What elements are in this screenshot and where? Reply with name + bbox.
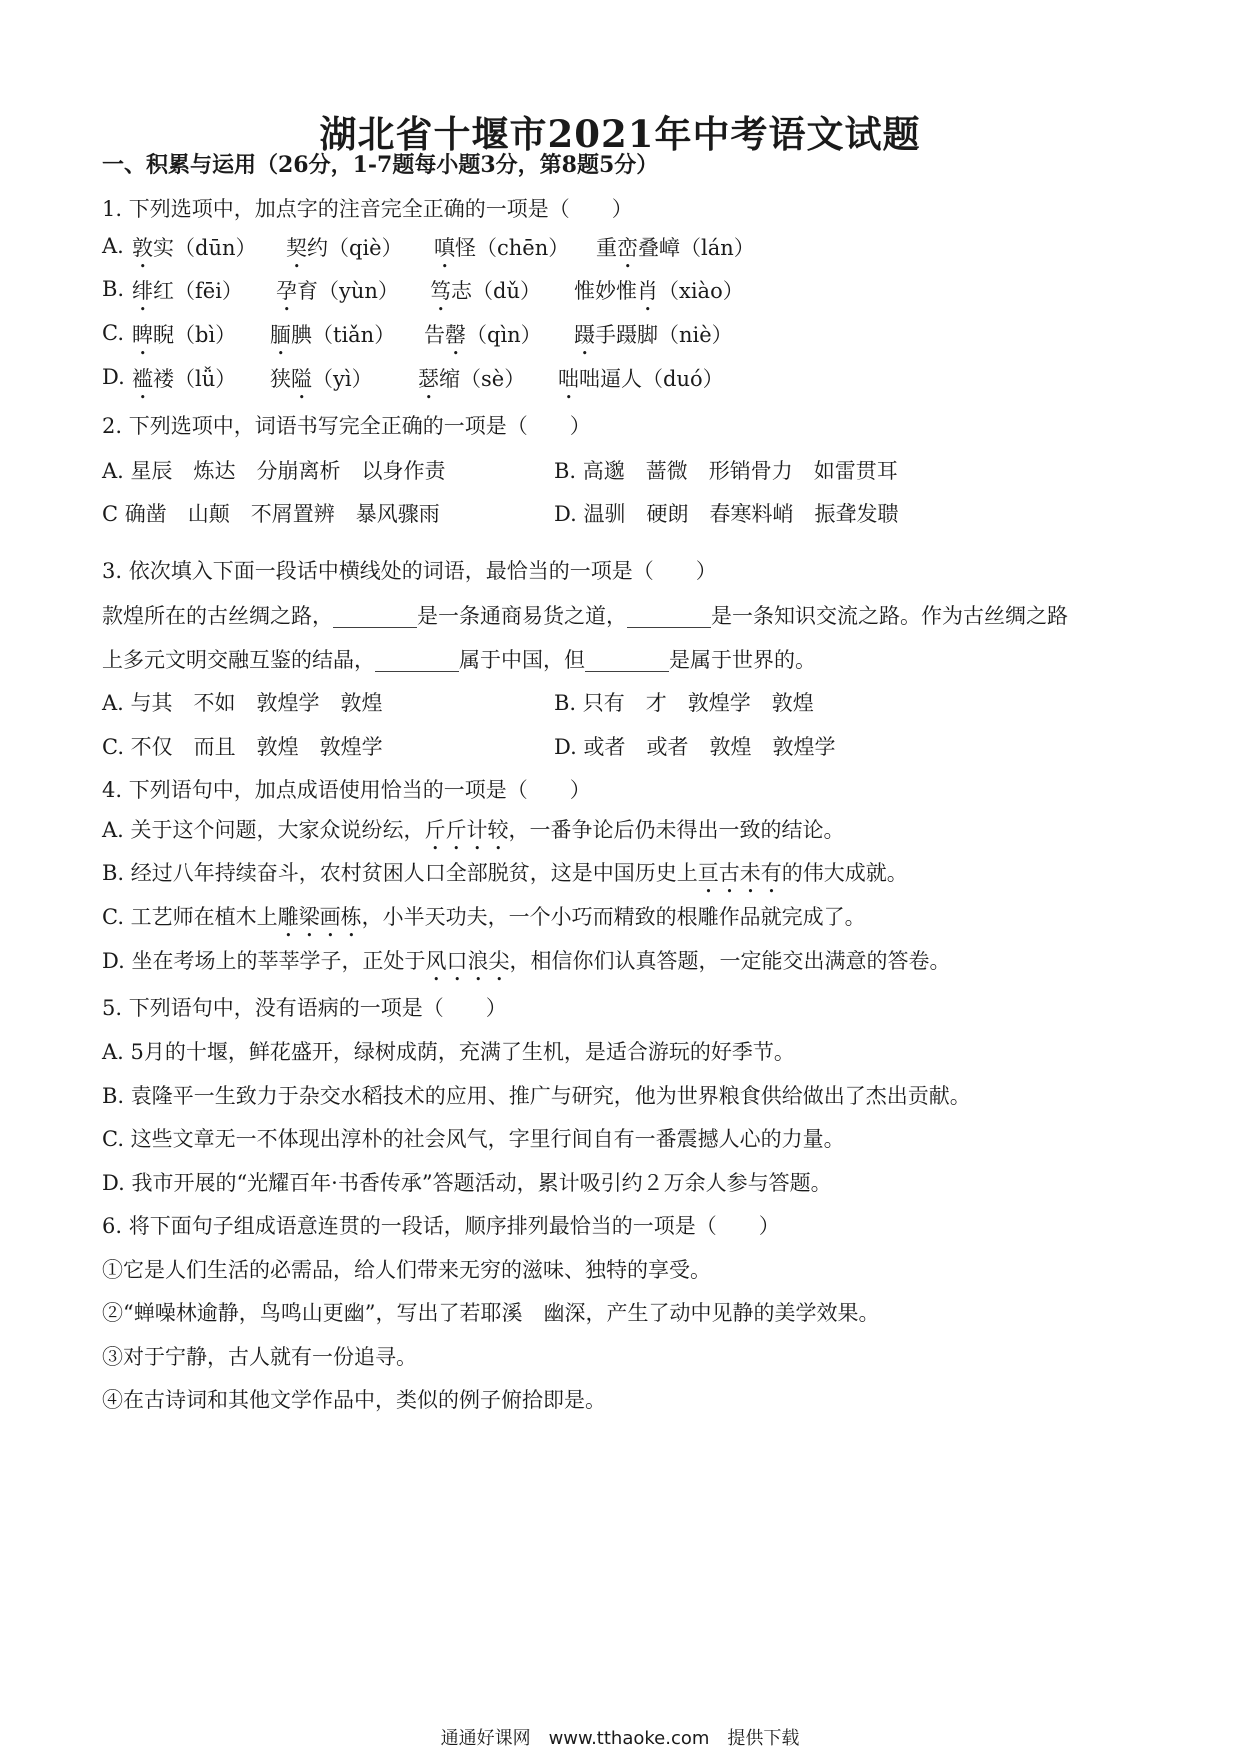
q6-sentence-3: ③对于宁静，古人就有一份追寻。 xyxy=(102,1345,417,1369)
option-item: 瑟缩（sè） xyxy=(418,367,526,391)
page-title: 湖北省十堰市2021年中考语文试题 xyxy=(319,112,921,156)
q4-option-d: D. 坐在考场上的莘莘学子，正处于风口浪尖，相信你们认真答题，一定能交出满意的答卷。 xyxy=(102,949,951,973)
option-item: 褴褛（lǚ） xyxy=(132,367,237,391)
option-label: D. xyxy=(102,365,125,389)
q3-option-d: D. 或者 或者 敦煌 敦煌学 xyxy=(554,735,836,759)
option-item: 契约（qiè） xyxy=(286,236,403,260)
q2-option-c: C 确凿 山颠 不屑置辨 暴风骤雨 xyxy=(102,502,440,526)
q3-option-c: C. 不仅 而且 敦煌 敦煌学 xyxy=(102,735,383,759)
q3-stem: 3. 依次填入下面一段话中横线处的词语，最恰当的一项是（ ） xyxy=(102,559,717,583)
q3-option-b: B. 只有 才 敦煌学 敦煌 xyxy=(554,691,814,715)
q2-stem: 2. 下列选项中，词语书写完全正确的一项是（ ） xyxy=(102,414,591,438)
q5-option-a: A. 5月的十堰，鲜花盛开，绿树成荫，充满了生机，是适合游玩的好季节。 xyxy=(102,1040,795,1064)
option-item: 惟妙惟肖（xiào） xyxy=(574,279,744,303)
q4-option-b: B. 经过八年持续奋斗，农村贫困人口全部脱贫，这是中国历史上亘古未有的伟大成就。 xyxy=(102,861,908,885)
q3-passage-line1: 款煌所在的古丝绸之路，________是一条通商易货之道，________是一条知识交流之路。作为古丝绸之路 xyxy=(102,604,1068,628)
option-item: 狭隘（yì） xyxy=(270,367,373,391)
option-item: 重峦叠嶂（lán） xyxy=(596,236,755,260)
page-footer: 通通好课网 www.tthaoke.com 提供下载 xyxy=(440,1728,800,1749)
q3-passage-line2: 上多元文明交融互鉴的结晶，________属于中国，但________是属于世界的。 xyxy=(102,648,816,672)
q4-option-a: A. 关于这个问题，大家众说纷纭，斤斤计较，一番争论后仍未得出一致的结论。 xyxy=(102,818,845,842)
q4-option-c: C. 工艺师在植木上雕梁画栋，小半天功夫，一个小巧而精致的根雕作品就完成了。 xyxy=(102,905,866,929)
q2-option-b: B. 高邈 蔷微 形销骨力 如雷贯耳 xyxy=(554,459,898,483)
q4-stem: 4. 下列语句中，加点成语使用恰当的一项是（ ） xyxy=(102,778,591,802)
option-label: C. xyxy=(102,321,124,345)
q6-stem: 6. 将下面句子组成语意连贯的一段话，顺序排列最恰当的一项是（ ） xyxy=(102,1214,780,1238)
option-item: 腼腆（tiǎn） xyxy=(270,323,396,347)
option-item: 笃志（dǔ） xyxy=(430,279,541,303)
option-label: A. xyxy=(102,234,124,258)
option-item: 睥睨（bì） xyxy=(132,323,237,347)
q6-sentence-1: ①它是人们生活的必需品，给人们带来无穷的滋味、独特的享受。 xyxy=(102,1258,711,1282)
q3-option-a: A. 与其 不如 敦煌学 敦煌 xyxy=(102,691,383,715)
dotted-idiom: 风口浪尖 xyxy=(425,949,510,973)
dotted-idiom: 亘古未有 xyxy=(697,861,782,885)
q5-stem: 5. 下列语句中，没有语病的一项是（ ） xyxy=(102,996,507,1020)
q5-option-d: D. 我市开展的“光耀百年·书香传承”答题活动，累计吸引约２万余人参与答题。 xyxy=(102,1171,832,1195)
q2-option-d: D. 温驯 硬朗 春寒料峭 振聋发聩 xyxy=(554,502,899,526)
q6-sentence-4: ④在古诗词和其他文学作品中，类似的例子俯拾即是。 xyxy=(102,1388,606,1412)
dotted-idiom: 雕梁画栋 xyxy=(277,905,362,929)
option-item: 绯红（fēi） xyxy=(132,279,243,303)
option-item: 蹑手蹑脚（niè） xyxy=(574,323,733,347)
option-label: B. xyxy=(102,277,125,301)
option-item: 咄咄逼人（duó） xyxy=(558,367,724,391)
option-item: 告罄（qìn） xyxy=(424,323,542,347)
option-item: 嗔怪（chēn） xyxy=(434,236,570,260)
dotted-idiom: 斤斤计较 xyxy=(424,818,509,842)
option-item: 孕育（yùn） xyxy=(276,279,399,303)
option-item: 敦实（dūn） xyxy=(132,236,257,260)
q5-option-b: B. 袁隆平一生致力于杂交水稻技术的应用、推广与研究，他为世界粮食供给做出了杰出贡献。 xyxy=(102,1084,971,1108)
q2-option-a: A. 星辰 炼达 分崩离析 以身作责 xyxy=(102,459,446,483)
q6-sentence-2: ②“蝉噪林逾静，鸟鸣山更幽”，写出了若耶溪 幽深，产生了动中见静的美学效果。 xyxy=(102,1301,880,1325)
q5-option-c: C. 这些文章无一不体现出淳朴的社会风气，字里行间自有一番震撼人心的力量。 xyxy=(102,1127,845,1151)
q1-stem: 1. 下列选项中，加点字的注音完全正确的一项是（ ） xyxy=(102,197,633,221)
section-heading: 一、积累与运用（26分，1-7题每小题3分，第8题5分） xyxy=(102,152,659,178)
